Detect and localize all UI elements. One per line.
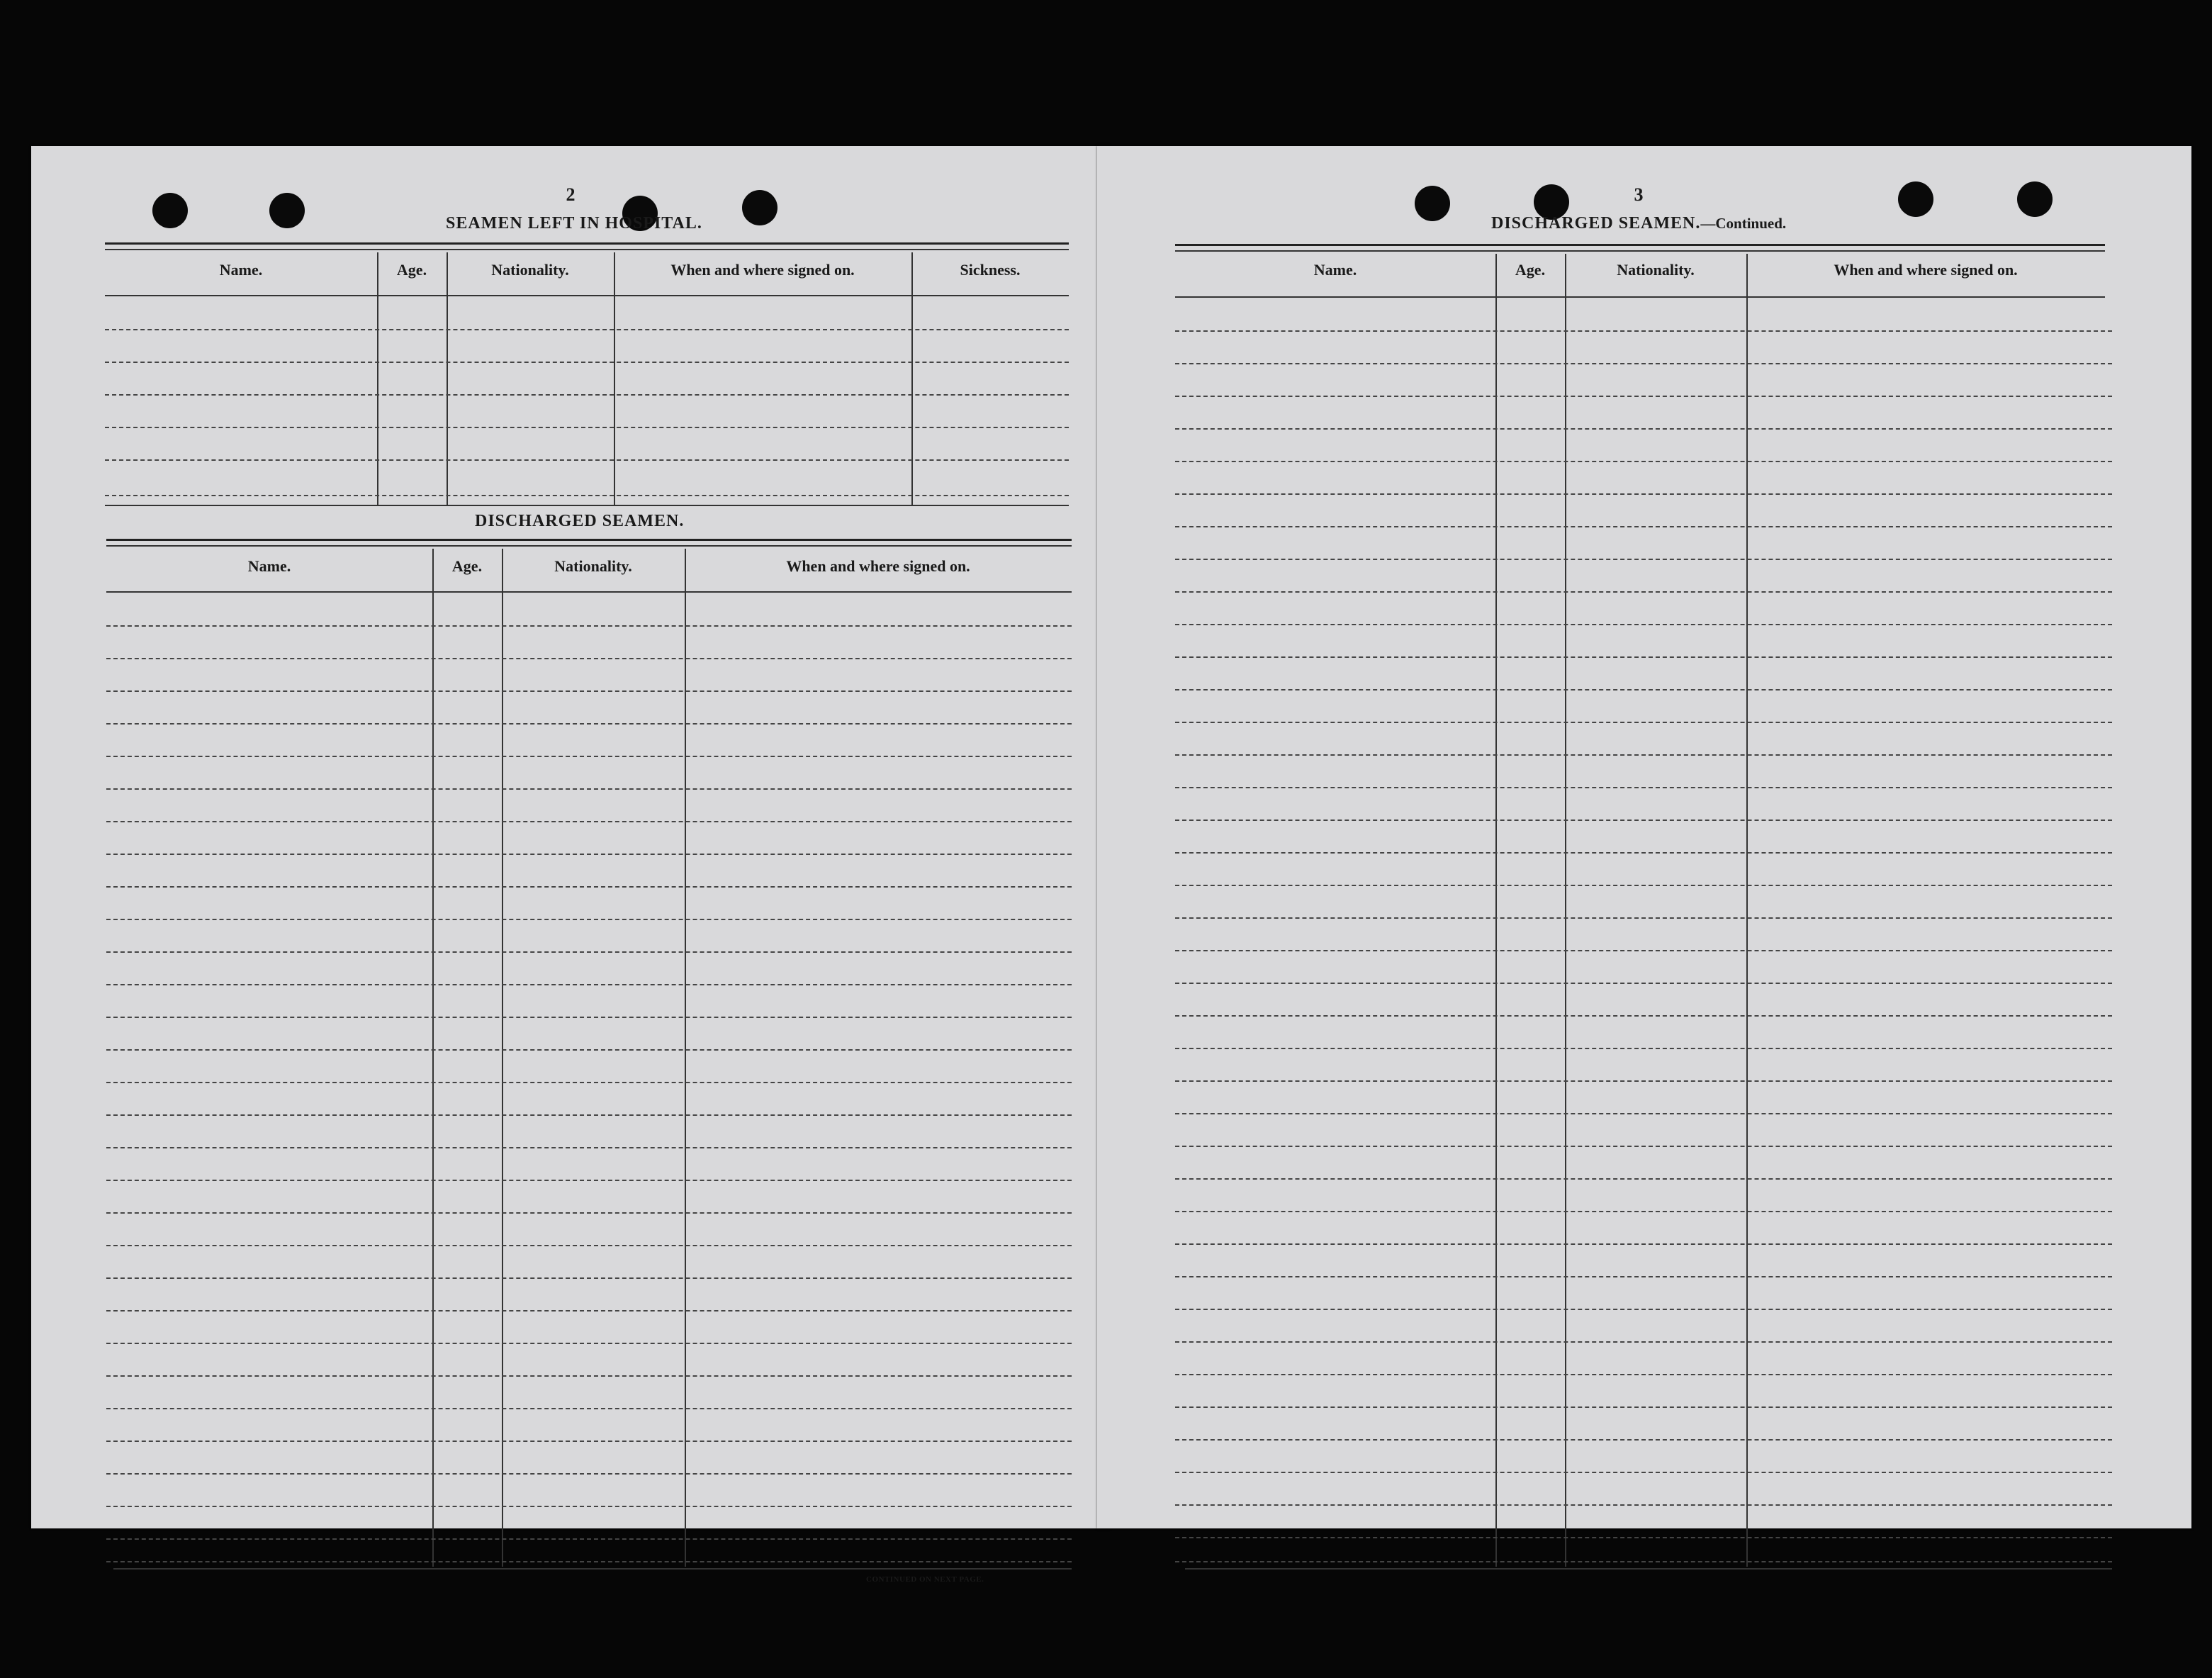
- entry-line: [1175, 428, 2112, 430]
- entry-line: [1175, 754, 2112, 756]
- entry-line: [106, 1180, 1072, 1181]
- column-divider: [1495, 254, 1497, 1567]
- column-divider: [502, 549, 503, 1567]
- entry-line: [1175, 1276, 2112, 1277]
- discharged-continued-title: [1491, 214, 1786, 233]
- punch-hole: [1415, 186, 1450, 221]
- entry-line: [105, 329, 1069, 330]
- title-suffix: —Continued.: [1700, 215, 1787, 232]
- entry-line: [1175, 591, 2112, 593]
- column-divider: [1746, 254, 1748, 1567]
- entry-line: [106, 984, 1072, 985]
- entry-line: [105, 362, 1069, 363]
- entry-line: [106, 919, 1072, 920]
- punch-hole: [742, 190, 777, 225]
- column-header-sickness: Sickness.: [960, 261, 1021, 279]
- hospital-section-title: SEAMEN LEFT IN HOSPITAL.: [446, 214, 702, 233]
- entry-line: [105, 394, 1069, 396]
- column-header-nationality: Nationality.: [1617, 261, 1695, 279]
- column-header-signed-on: When and where signed on.: [786, 557, 970, 575]
- entry-line: [1175, 1341, 2112, 1343]
- entry-line: [1175, 1048, 2112, 1049]
- column-divider: [432, 549, 434, 1567]
- entry-line: [1175, 1439, 2112, 1441]
- column-header-rule: [106, 591, 1072, 593]
- column-header-age: Age.: [396, 261, 427, 279]
- entry-line: [1175, 1146, 2112, 1147]
- entry-line: [106, 1310, 1072, 1311]
- entry-line: [1175, 1504, 2112, 1506]
- column-header-rule: [105, 295, 1069, 296]
- column-header-age: Age.: [451, 557, 483, 575]
- punch-hole: [2017, 181, 2053, 217]
- column-header-nationality: Nationality.: [554, 557, 632, 575]
- entry-line: [1175, 1309, 2112, 1310]
- entry-line: [105, 495, 1069, 496]
- entry-line: [106, 1049, 1072, 1051]
- table-bottom-rule: [1185, 1568, 2112, 1570]
- entry-line: [106, 1082, 1072, 1083]
- entry-line: [105, 459, 1069, 461]
- entry-line: [1175, 396, 2112, 397]
- entry-line: [106, 1538, 1072, 1540]
- entry-line: [106, 788, 1072, 790]
- header-rule: [106, 539, 1072, 541]
- entry-line: [1175, 722, 2112, 723]
- entry-line: [106, 1408, 1072, 1409]
- page-number: 3: [1634, 184, 1644, 205]
- punch-hole: [269, 193, 305, 228]
- entry-line: [106, 821, 1072, 822]
- entry-line: [106, 625, 1072, 627]
- column-divider: [1565, 254, 1566, 1567]
- column-divider: [377, 252, 378, 505]
- entry-line: [106, 886, 1072, 888]
- header-rule: [105, 249, 1069, 250]
- column-header-name: Name.: [219, 261, 263, 279]
- entry-line: [1175, 330, 2112, 332]
- entry-line: [1175, 363, 2112, 364]
- column-divider: [447, 252, 448, 505]
- table-bottom-rule: [113, 1568, 1072, 1570]
- entry-line: [1175, 1211, 2112, 1212]
- page-number: 2: [566, 184, 576, 205]
- column-header-rule: [1175, 296, 2105, 298]
- entry-line: [106, 1375, 1072, 1377]
- entry-line: [1175, 852, 2112, 854]
- entry-line: [1175, 1178, 2112, 1180]
- header-rule: [1175, 250, 2105, 252]
- punch-hole: [1898, 181, 1933, 217]
- column-header-name: Name.: [1313, 261, 1357, 279]
- title-text: DISCHARGED SEAMEN.: [1491, 214, 1701, 233]
- column-header-nationality: Nationality.: [491, 261, 569, 279]
- entry-line: [1175, 1243, 2112, 1245]
- entry-line: [1175, 1537, 2112, 1538]
- entry-line: [105, 427, 1069, 428]
- entry-line: [106, 1441, 1072, 1442]
- column-header-name: Name.: [247, 557, 291, 575]
- left-page: [31, 146, 1110, 1584]
- punch-hole: [152, 193, 188, 228]
- entry-line: [106, 1343, 1072, 1344]
- entry-line: [106, 658, 1072, 659]
- entry-line: [1175, 1374, 2112, 1375]
- column-divider: [614, 252, 615, 505]
- entry-line: [1175, 1472, 2112, 1473]
- entry-line: [1175, 917, 2112, 919]
- header-rule: [106, 545, 1072, 547]
- entry-line: [106, 690, 1072, 692]
- entry-line: [106, 723, 1072, 725]
- section-rule: [105, 505, 1069, 506]
- right-page: [1097, 146, 2191, 1528]
- entry-line: [1175, 1113, 2112, 1114]
- entry-line: [106, 1506, 1072, 1507]
- entry-line: [1175, 559, 2112, 560]
- entry-line: [1175, 1080, 2112, 1082]
- entry-line: [1175, 983, 2112, 984]
- entry-line: [106, 1245, 1072, 1246]
- entry-line: [1175, 624, 2112, 625]
- entry-line: [106, 1473, 1072, 1475]
- entry-line: [1175, 1561, 2112, 1562]
- column-divider: [685, 549, 686, 1567]
- column-divider: [911, 252, 913, 505]
- header-rule: [105, 242, 1069, 245]
- entry-line: [1175, 1406, 2112, 1408]
- entry-line: [1175, 1015, 2112, 1017]
- column-header-signed-on: When and where signed on.: [1834, 261, 2018, 279]
- entry-line: [1175, 885, 2112, 886]
- entry-line: [106, 854, 1072, 855]
- entry-line: [106, 1561, 1072, 1562]
- discharged-section-title: DISCHARGED SEAMEN.: [475, 512, 685, 530]
- entry-line: [1175, 787, 2112, 788]
- continued-note: CONTINUED ON NEXT PAGE.: [866, 1575, 984, 1584]
- column-header-signed-on: When and where signed on.: [670, 261, 855, 279]
- header-rule: [1175, 244, 2105, 246]
- entry-line: [1175, 950, 2112, 951]
- entry-line: [106, 1147, 1072, 1148]
- entry-line: [106, 756, 1072, 757]
- entry-line: [1175, 689, 2112, 690]
- entry-line: [106, 1277, 1072, 1279]
- column-header-age: Age.: [1515, 261, 1546, 279]
- entry-line: [106, 1017, 1072, 1018]
- entry-line: [106, 951, 1072, 953]
- entry-line: [1175, 656, 2112, 658]
- entry-line: [106, 1114, 1072, 1116]
- entry-line: [1175, 820, 2112, 821]
- entry-line: [106, 1212, 1072, 1214]
- entry-line: [1175, 526, 2112, 527]
- entry-line: [1175, 461, 2112, 462]
- entry-line: [1175, 493, 2112, 495]
